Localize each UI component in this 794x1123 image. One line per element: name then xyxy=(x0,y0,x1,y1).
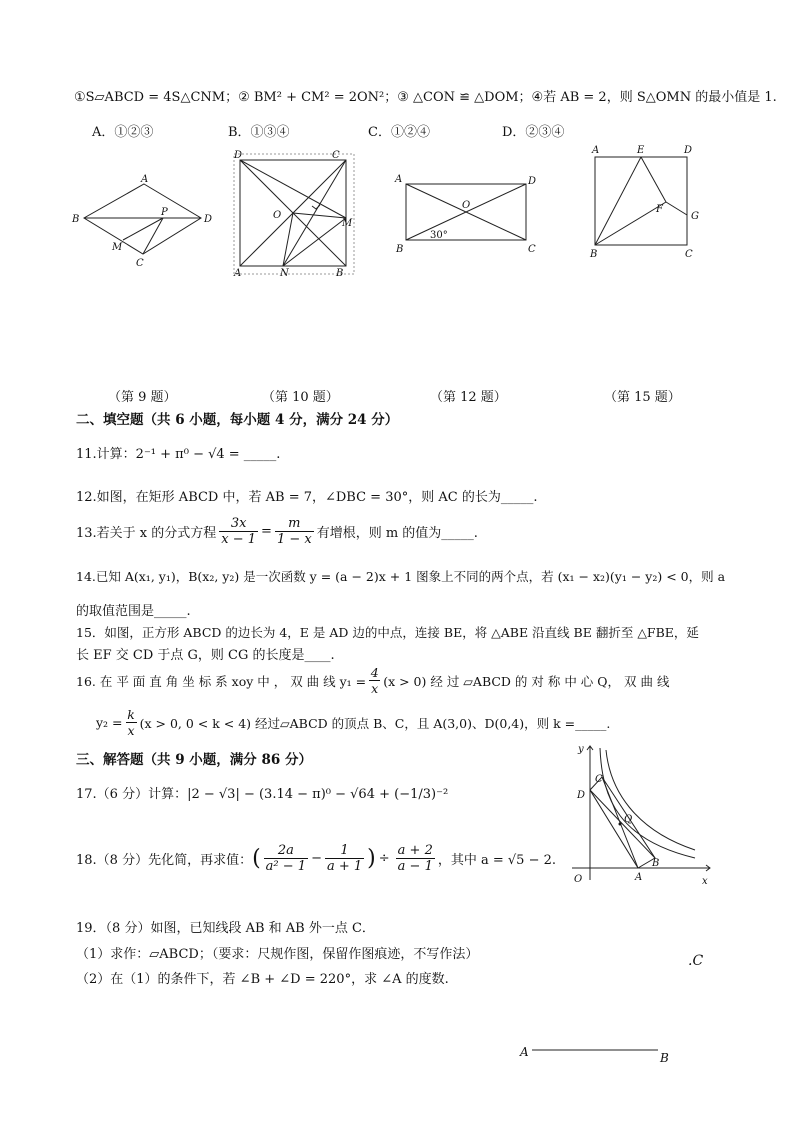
choice-b: B．①③④ xyxy=(228,125,290,140)
q13-post: 有增根，则 m 的值为_____. xyxy=(316,526,478,541)
fig12-label-c: C xyxy=(528,244,536,255)
q16-line2-post: (x > 0, 0 < k < 4) 经过▱ABCD 的顶点 B、C，且 A(3,0)、D(0,4)，则 k =_____. xyxy=(139,715,611,731)
q15-line1: 15．如图，正方形 ABCD 的边长为 4，E 是 AD 边的中点，连接 BE，将 △ABE 沿直线 BE 翻折至 △FBE，延 xyxy=(76,625,699,640)
choice-a: A．①②③ xyxy=(92,125,154,140)
q16-frac2 xyxy=(126,707,137,738)
q18-pre: 18.（8 分）先化简，再求值： xyxy=(76,853,253,868)
figure-16 xyxy=(560,740,720,890)
caption-fig12: （第 12 题） xyxy=(430,390,507,405)
q18-post: ，其中 a = √5 − 2. xyxy=(437,853,556,868)
fig16-label-d: D xyxy=(577,790,586,801)
choice-d: D．②③④ xyxy=(502,125,565,140)
q12: 12.如图，在矩形 ABCD 中，若 AB = 7，∠DBC = 30°，则 AC 的长为_____. xyxy=(76,490,538,505)
fig15-label-d: D xyxy=(684,145,693,156)
q13-pre: 13.若关于 x 的分式方程 xyxy=(76,526,217,541)
q13-frac-right xyxy=(275,516,314,547)
section-3-title: 三、解答题（共 9 小题，满分 86 分） xyxy=(76,752,312,768)
fig10-label-d: D xyxy=(234,150,243,161)
fig19-label-a: A xyxy=(520,1045,529,1059)
q16-frac2-den: x xyxy=(127,723,135,738)
fig15-label-b: B xyxy=(590,249,598,260)
fig10-label-m: M xyxy=(342,218,353,229)
q18-n1: 2a xyxy=(277,843,294,858)
fig15-label-c: C xyxy=(685,249,693,260)
fig10-label-c: C xyxy=(332,150,340,161)
fig12-label-d: D xyxy=(528,176,537,187)
fig9-label-c: C xyxy=(136,258,144,269)
fig12-angle-label: 30° xyxy=(430,230,448,241)
q13-eq: = xyxy=(261,524,272,539)
q19-line3: （2）在（1）的条件下，若 ∠B + ∠D = 220°，求 ∠A 的度数. xyxy=(76,972,449,987)
q11: 11.计算：2⁻¹ + π⁰ − √4 = _____. xyxy=(76,447,281,462)
q13-num1: 3x xyxy=(230,516,247,531)
figure-10 xyxy=(228,146,363,281)
caption-fig10: （第 10 题） xyxy=(262,390,339,405)
fig9-label-b: B xyxy=(72,214,80,225)
q18-d1: a² − 1 xyxy=(265,859,307,874)
fig15-label-f: F xyxy=(656,204,663,215)
fig16-label-q: Q xyxy=(624,814,633,825)
q16-frac2-num: k xyxy=(127,707,135,722)
q18-div: ÷ xyxy=(378,851,390,866)
q16-line1-post: (x > 0) 经 过 ▱ABCD 的 对 称 中 心 Q， 双 曲 线 xyxy=(383,673,670,689)
caption-fig15: （第 15 题） xyxy=(604,390,681,405)
fig16-label-o: O xyxy=(574,874,583,885)
fig16-label-y: y xyxy=(578,744,584,755)
fig16-label-c: C xyxy=(595,774,603,785)
fig9-label-d: D xyxy=(204,214,213,225)
q16-line1 xyxy=(76,665,669,696)
figure-9 xyxy=(66,170,216,270)
fig10-label-b: B xyxy=(336,268,344,279)
fig9-label-p: P xyxy=(161,207,168,218)
q13-num2: m xyxy=(288,516,301,531)
fig15-label-a: A xyxy=(592,145,600,156)
q19-line2: （1）求作：▱ABCD；（要求：尺规作图，保留作图痕迹，不写作法） xyxy=(76,947,479,962)
q13-den2: 1 − x xyxy=(276,532,312,547)
q14-line1: 14.已知 A(x₁, y₁)，B(x₂, y₂) 是一次函数 y = (a − 2)x + 1 图象上不同的两个点，若 (x₁ − x₂)(y₁ − y₂) < 0，则 a xyxy=(76,569,726,584)
q15-line2: 长 EF 交 CD 于点 G，则 CG 的长度是____. xyxy=(76,648,335,663)
q13 xyxy=(76,516,478,547)
q18-minus: − xyxy=(311,851,322,866)
figure-15 xyxy=(586,140,706,260)
fig10-label-o: O xyxy=(273,210,282,221)
fig10-label-a: A xyxy=(234,268,242,279)
fig9-label-a: A xyxy=(141,174,149,185)
fig19-point-c: .C xyxy=(688,953,704,969)
q16-line2-pre: y₂ = xyxy=(96,715,123,730)
fig16-label-a: A xyxy=(635,872,643,883)
fig16-label-x: x xyxy=(702,876,708,887)
q18-d2: a + 1 xyxy=(326,859,363,874)
q18-paren-close: ) xyxy=(367,846,376,871)
choice-c: C．①②④ xyxy=(368,125,430,140)
fig12-label-b: B xyxy=(396,244,404,255)
q18-frac3 xyxy=(396,843,435,874)
q10-statements: ①S▱ABCD = 4S△CNM；② BM² + CM² = 2ON²；③ △CON ≌ △DOM；④若 AB = 2，则 S△OMN 的最小值是 1. xyxy=(74,90,777,105)
q18 xyxy=(76,843,556,874)
fig10-label-n: N xyxy=(280,268,289,279)
q16-line2 xyxy=(96,707,610,738)
q18-n2: 1 xyxy=(340,843,349,858)
q18-frac2 xyxy=(325,843,364,874)
q14-line2: 的取值范围是_____. xyxy=(76,604,191,619)
fig9-label-m: M xyxy=(112,242,123,253)
q16-frac1-num: 4 xyxy=(370,665,379,680)
q18-d3: a − 1 xyxy=(397,859,433,874)
fig19-label-b: B xyxy=(660,1051,669,1065)
fig12-label-a: A xyxy=(395,174,403,185)
q18-frac1 xyxy=(264,843,308,874)
figure-19-segment xyxy=(518,1040,688,1070)
caption-fig9: （第 9 题） xyxy=(108,390,177,405)
fig16-label-b: B xyxy=(652,858,660,869)
fig15-label-e: E xyxy=(637,145,645,156)
q16-frac1 xyxy=(369,665,380,696)
fig15-label-g: G xyxy=(691,211,699,222)
q16-line1-pre: 16. 在 平 面 直 角 坐 标 系 xoy 中 ， 双 曲 线 y₁ = xyxy=(76,673,367,689)
q13-den1: x − 1 xyxy=(221,532,257,547)
q17: 17.（6 分）计算：|2 − √3| − (3.14 − π)⁰ − √64 + (−1/3)⁻² xyxy=(76,787,449,802)
q18-paren-open: ( xyxy=(252,846,261,871)
q19-line1: 19．（8 分）如图，已知线段 AB 和 AB 外一点 C． xyxy=(76,921,375,936)
figure-12 xyxy=(392,168,542,258)
q13-frac-left xyxy=(219,516,258,547)
q16-frac1-den: x xyxy=(371,681,379,696)
q18-n3: a + 2 xyxy=(397,843,433,858)
fig12-label-o: O xyxy=(462,200,471,211)
section-2-title: 二、填空题（共 6 小题，每小题 4 分，满分 24 分） xyxy=(76,412,399,428)
